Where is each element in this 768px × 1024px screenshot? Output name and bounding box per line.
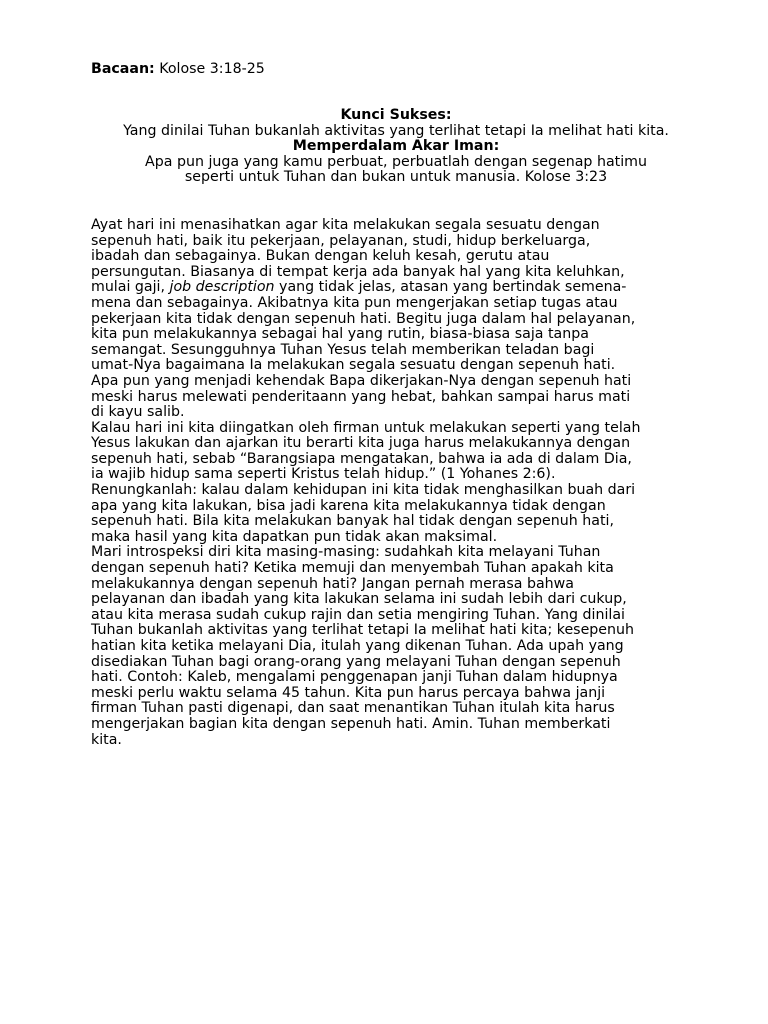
faith-line: Apa pun juga yang kamu perbuat, perbuatlah dengan segenap hatimu [145, 153, 647, 170]
key-title: Kunci Sukses: [340, 107, 452, 123]
text-line: mena dan sebagainya. Akibatnya kita pun mengerjakan setiap tugas atau [91, 294, 618, 311]
faith-title: Memperdalam Akar Iman: [292, 138, 500, 155]
text-line: meski harus melewati penderitaann yang hebat, bahkan sampai harus mati [91, 388, 631, 405]
text-line: kita. [91, 731, 122, 748]
text-line: ibadah dan sebagainya. Bukan dengan keluh kesah, gerutu atau [91, 248, 550, 265]
text-line: semangat. Sesungguhnya Tuhan Yesus telah memberikan teladan bagi [91, 341, 595, 358]
text-line: meski perlu waktu selama 45 tahun. Kita pun harus percaya bahwa janji [91, 684, 606, 701]
text-segment: mulai gaji, [91, 279, 170, 296]
text-line: Tuhan bukanlah aktivitas yang terlihat tetapi Ia melihat hati kita; kesepenuh [91, 622, 635, 639]
text-line: Mari introspeksi diri kita masing-masing: sudahkah kita melayani Tuhan [91, 544, 601, 561]
text-line [91, 280, 691, 296]
paragraph-2 [91, 421, 691, 546]
text-line: Kalau hari ini kita diingatkan oleh firman untuk melakukan seperti yang telah [91, 419, 641, 436]
paragraph-1 [91, 218, 691, 421]
text-line: sepenuh hati, sebab “Barangsiapa mengatakan, bahwa ia ada di dalam Dia, [91, 450, 632, 467]
text-line: apa yang kita lakukan, bisa jadi karena kita melakukannya tidak dengan [91, 497, 606, 514]
document-page [91, 60, 691, 748]
text-line: atau kita merasa sudah cukup rajin dan setia mengiring Tuhan. Yang dinilai [91, 606, 625, 623]
text-line: pekerjaan kita tidak dengan sepenuh hati. Begitu juga dalam hal pelayanan, [91, 310, 636, 327]
key-verse-block [81, 108, 711, 186]
text-line: ia wajib hidup sama seperti Kristus telah hidup.” (1 Yohanes 2:6). [91, 466, 556, 483]
text-line: mengerjakan bagian kita dengan sepenuh hati. Amin. Tuhan memberkati [91, 715, 611, 732]
text-line: hatian kita ketika melayani Dia, itulah yang dikenan Tuhan. Ada upah yang [91, 638, 624, 654]
paragraph-3 [91, 545, 691, 748]
text-line: sepenuh hati. Bila kita melakukan banyak hal tidak dengan sepenuh hati, [91, 513, 614, 530]
faith-line: seperti untuk Tuhan dan bukan untuk manusia. Kolose 3:23 [184, 169, 608, 186]
text-line: melakukannya dengan sepenuh hati? Jangan pernah merasa bahwa [91, 575, 574, 592]
text-line: umat-Nya bagaimana Ia melakukan segala sesuatu dengan sepenuh hati. [91, 357, 616, 374]
text-segment: yang tidak jelas, atasan yang bertindak semena- [274, 279, 627, 296]
reading-reference [91, 60, 691, 78]
text-line: Apa pun yang menjadi kehendak Bapa dikerjakan-Nya dengan sepenuh hati [91, 372, 632, 389]
devotional-body [91, 218, 691, 748]
text-line: maka hasil yang kita dapatkan pun tidak akan maksimal. [91, 528, 498, 545]
italic-term: job description [169, 279, 275, 296]
text-line: Ayat hari ini menasihatkan agar kita melakukan segala sesuatu dengan [91, 216, 600, 233]
reading-label: Bacaan: [91, 61, 155, 77]
text-line: hati. Contoh: Kaleb, mengalami penggenapan janji Tuhan dalam hidupnya [91, 669, 618, 686]
text-line: kita pun melakukannya sebagai hal yang rutin, biasa-biasa saja tanpa [91, 326, 589, 343]
text-line: Yesus lakukan dan ajarkan itu berarti kita juga harus melakukannya dengan [91, 435, 631, 452]
reading-ref: Kolose 3:18-25 [154, 61, 265, 77]
text-line: sepenuh hati, baik itu pekerjaan, pelayanan, studi, hidup berkeluarga, [91, 232, 591, 249]
text-line: disediakan Tuhan bagi orang-orang yang melayani Tuhan dengan sepenuh [91, 653, 621, 670]
text-line: di kayu salib. [91, 404, 185, 421]
text-line: pelayanan dan ibadah yang kita lakukan selama ini sudah lebih dari cukup, [91, 591, 627, 608]
text-line: persungutan. Biasanya di tempat kerja ada banyak hal yang kita keluhkan, [91, 263, 625, 280]
text-line: Renungkanlah: kalau dalam kehidupan ini kita tidak menghasilkan buah dari [91, 482, 636, 499]
key-text: Yang dinilai Tuhan bukanlah aktivitas yang terlihat tetapi Ia melihat hati kita. [123, 122, 669, 139]
text-line: firman Tuhan pasti digenapi, dan saat menantikan Tuhan itulah kita harus [91, 700, 615, 717]
text-line: dengan sepenuh hati? Ketika memuji dan menyembah Tuhan apakah kita [91, 560, 614, 577]
